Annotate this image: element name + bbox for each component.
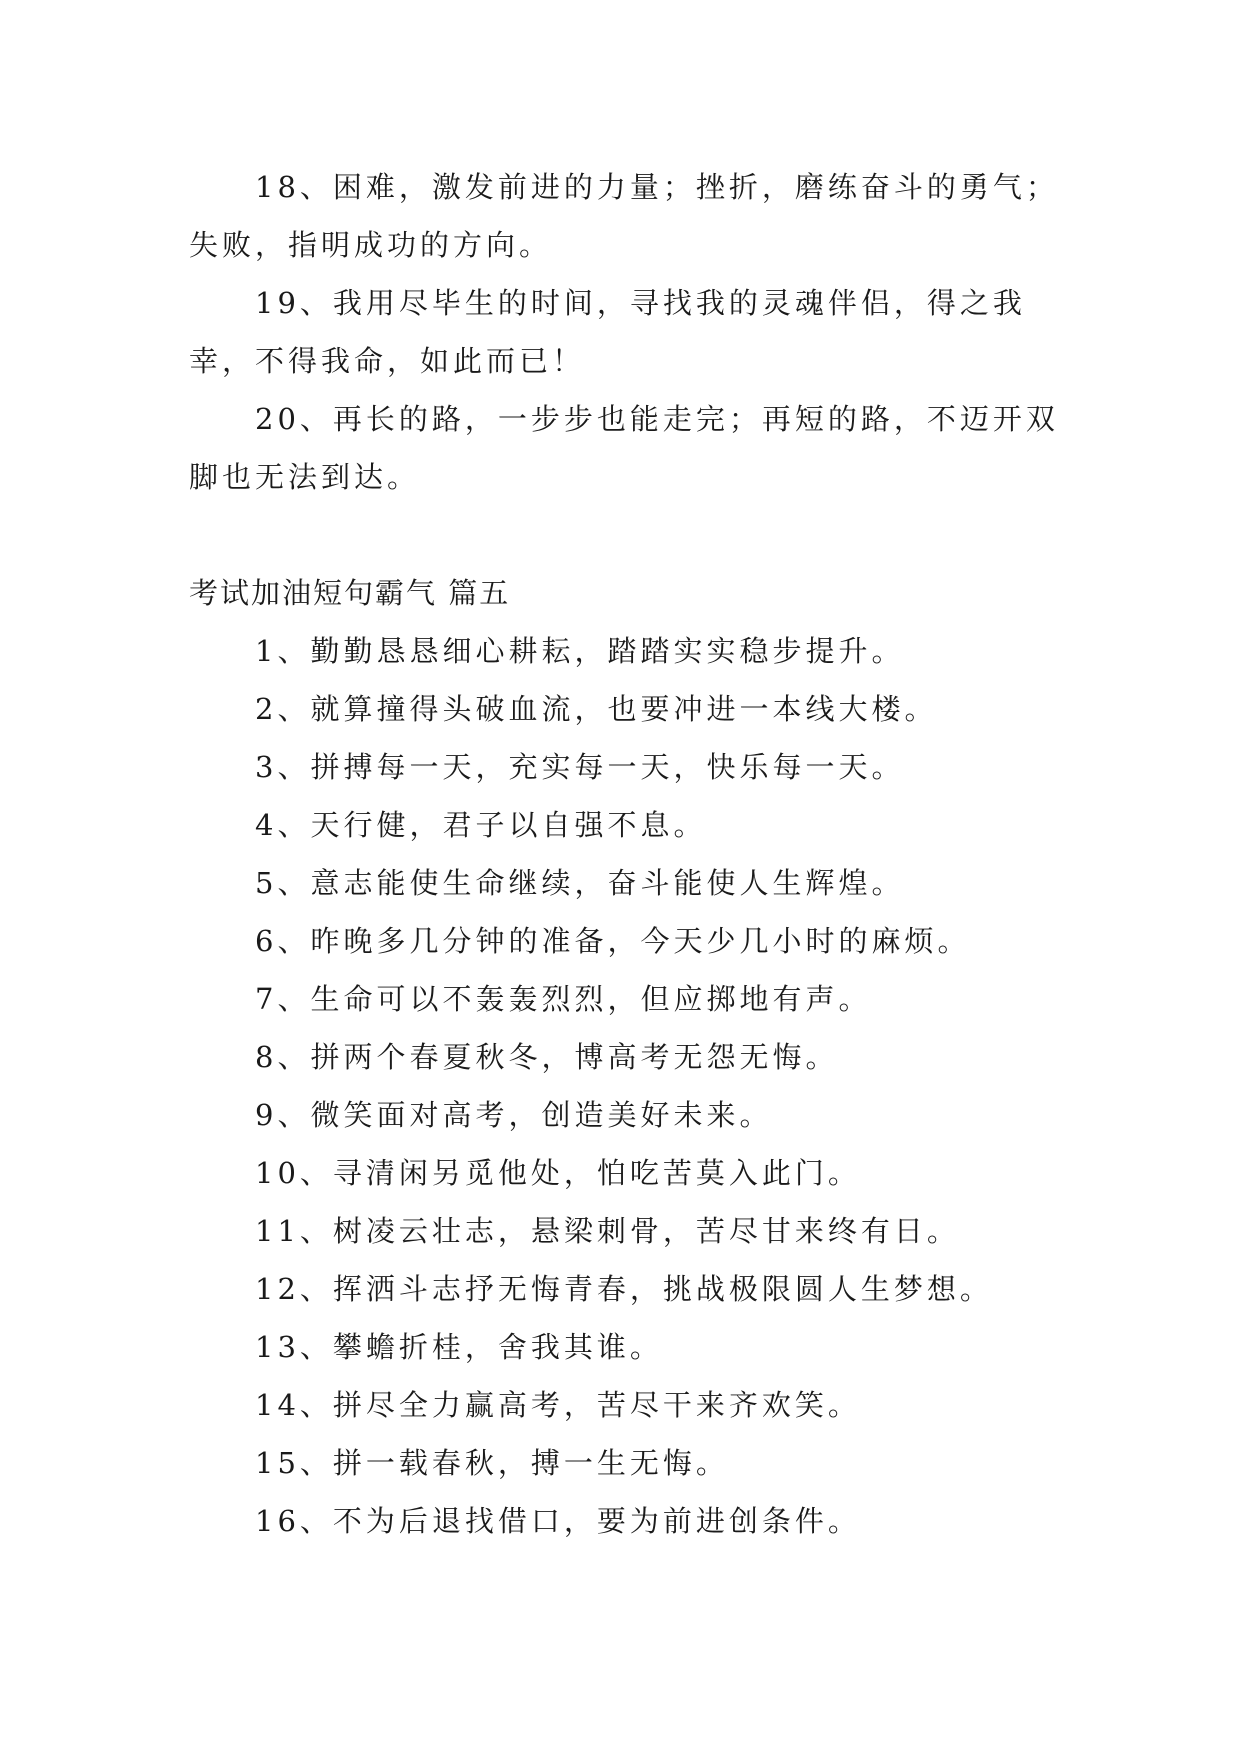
list-item: 12、挥洒斗志抒无悔青春，挑战极限圆人生梦想。 [255, 1272, 993, 1306]
list-item: 15、拼一载春秋，搏一生无悔。 [255, 1446, 729, 1480]
quote-list [189, 622, 1069, 1550]
list-item: 13、攀蟾折桂，舍我其谁。 [255, 1330, 663, 1364]
list-item: 11、树凌云壮志，悬梁刺骨，苦尽甘来终有日。 [255, 1214, 960, 1248]
list-item: 16、不为后退找借口，要为前进创条件。 [255, 1504, 861, 1538]
list-item: 1、勤勤恳恳细心耕耘，踏踏实实稳步提升。 [255, 634, 905, 668]
paragraph-18: 18、困难，激发前进的力量；挫折，磨练奋斗的勇气；失败，指明成功的方向。 [189, 170, 1059, 262]
document-body [189, 158, 1069, 1550]
list-item: 5、意志能使生命继续，奋斗能使人生辉煌。 [255, 866, 905, 900]
list-item: 9、微笑面对高考，创造美好未来。 [255, 1098, 773, 1132]
list-item: 10、寻清闲另觅他处，怕吃苦莫入此门。 [255, 1156, 861, 1190]
list-item: 7、生命可以不轰轰烈烈，但应掷地有声。 [255, 982, 872, 1016]
list-item: 8、拼两个春夏秋冬，博高考无怨无悔。 [255, 1040, 839, 1074]
paragraph-20: 20、再长的路，一步步也能走完；再短的路，不迈开双脚也无法到达。 [189, 402, 1059, 494]
list-item: 14、拼尽全力赢高考，苦尽干来齐欢笑。 [255, 1388, 861, 1422]
list-item: 2、就算撞得头破血流，也要冲进一本线大楼。 [255, 692, 938, 726]
paragraph-19: 19、我用尽毕生的时间，寻找我的灵魂伴侣，得之我幸，不得我命，如此而已！ [189, 286, 1026, 378]
list-item: 4、天行健，君子以自强不息。 [255, 808, 707, 842]
list-item: 3、拼搏每一天，充实每一天，快乐每一天。 [255, 750, 905, 784]
section-heading: 考试加油短句霸气 篇五 [189, 576, 511, 610]
list-item: 6、昨晚多几分钟的准备，今天少几小时的麻烦。 [255, 924, 971, 958]
